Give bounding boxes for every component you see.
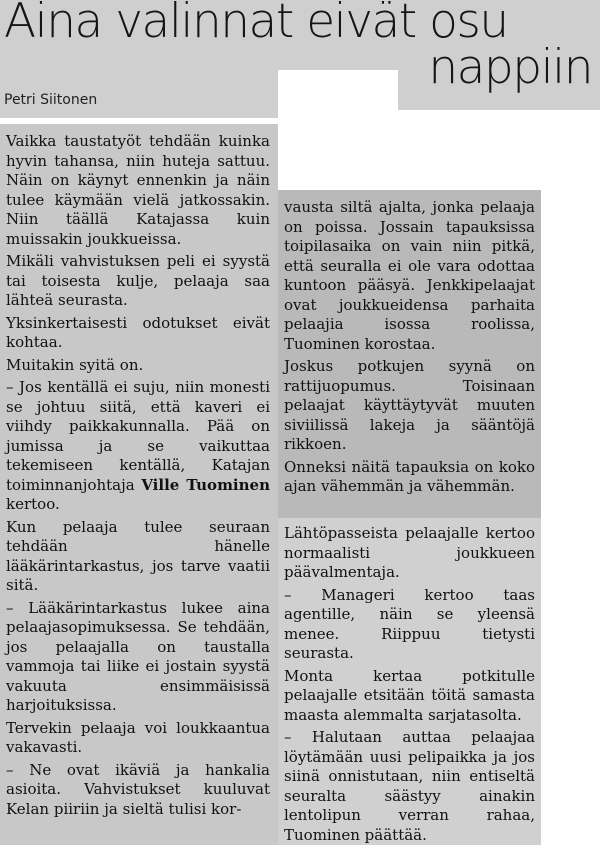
byline: Petri Siitonen [4,92,98,108]
paragraph: vausta siltä ajalta, jonka pelaaja on poissa. Jossain tapauksissa toipilasaika on vain niin pitkä, että seuralla ei ole vara odottaa kuntoon pääsyä. Jenkkipelaajat ovat joukkueidensa parhaita pelaajia isossa roolissa, Tuominen korostaa. [284,198,535,353]
paragraph: – Halutaan auttaa pelaajaa löytämään uusi pelipaikka ja jos siinä onnistutaan, niin entiseltä seuralta säästyy ainakin lentolipun verran rahaa, Tuominen päättää. [284,728,535,844]
paragraph: Tervekin pelaaja voi loukkaantua vakavasti. [6,718,270,756]
paragraph: – Ne ovat ikäviä ja hankalia asioita. Vahvistukset kuuluvat Kelan piiriin ja sieltä tulisi kor- [6,760,270,818]
paragraph: – Lääkärintarkastus lukee aina pelaajasopimuksessa. Se tehdään, jos pelaajalla on taustalla vammoja tai liike ei jostain syystä vakuuta ensimmäisissä harjoituksissa. [6,598,270,714]
article-column-1 [0,124,278,845]
article-column-3 [278,518,541,845]
paragraph: Vaikka taustatyöt tehdään kuinka hyvin tahansa, niin huteja sattuu. Näin on käynyt ennenkin ja näin tulee käymään vielä jatkossakin. Niin täällä Katajassa kuin muissakin joukkueissa. [6,132,270,248]
article-column-2 [278,190,541,518]
paragraph: Yksinkertaisesti odotukset eivät kohtaa. [6,313,270,351]
paragraph: – Manageri kertoo taas agentille, näin se yleensä menee. Riippuu tietysti seurasta. [284,585,535,662]
paragraph-quote [0,378,278,515]
layout-gap [278,70,398,190]
paragraph: Onneksi näitä tapauksia on koko ajan vähemmän ja vähemmän. [284,457,535,495]
headline-line-1: Aina valinnat eivät osu [4,0,508,49]
paragraph: Monta kertaa potkitulle pelaajalle etsitään töitä samasta maasta alemmalta sarjatasolta. [284,666,535,724]
paragraph: Lähtöpasseista pelaajalle kertoo normaalisti joukkueen päävalmentaja. [284,524,535,581]
paragraph: Muitakin syitä on. [6,355,144,374]
person-name: Ville Tuominen [141,475,270,494]
paragraph: Kun pelaaja tulee seuraan tehdään hänelle lääkärintarkastus, jos tarve vaatii sitä. [6,517,270,594]
paragraph: Joskus potkujen syynä on rattijuopumus. Toisinaan pelaajat käyttäytyvät muuten siviilissä lakeja ja sääntöjä rikkoen. [284,357,535,453]
headline-line-2: nappiin [428,40,592,95]
quote-tail: kertoo. [6,495,60,513]
layout-gap-right [398,110,600,190]
paragraph: Mikäli vahvistuksen peli ei syystä tai toisesta kulje, pelaaja saa lähteä seurasta. [6,252,270,309]
quote-text: – Jos kentällä ei suju, niin monesti se johtuu siitä, että kaveri ei viihdy paikkakunnalla. Pää on jumissa ja se vaikuttaa tekemiseen kentällä, Katajan toiminnanjohtaja [6,378,270,494]
